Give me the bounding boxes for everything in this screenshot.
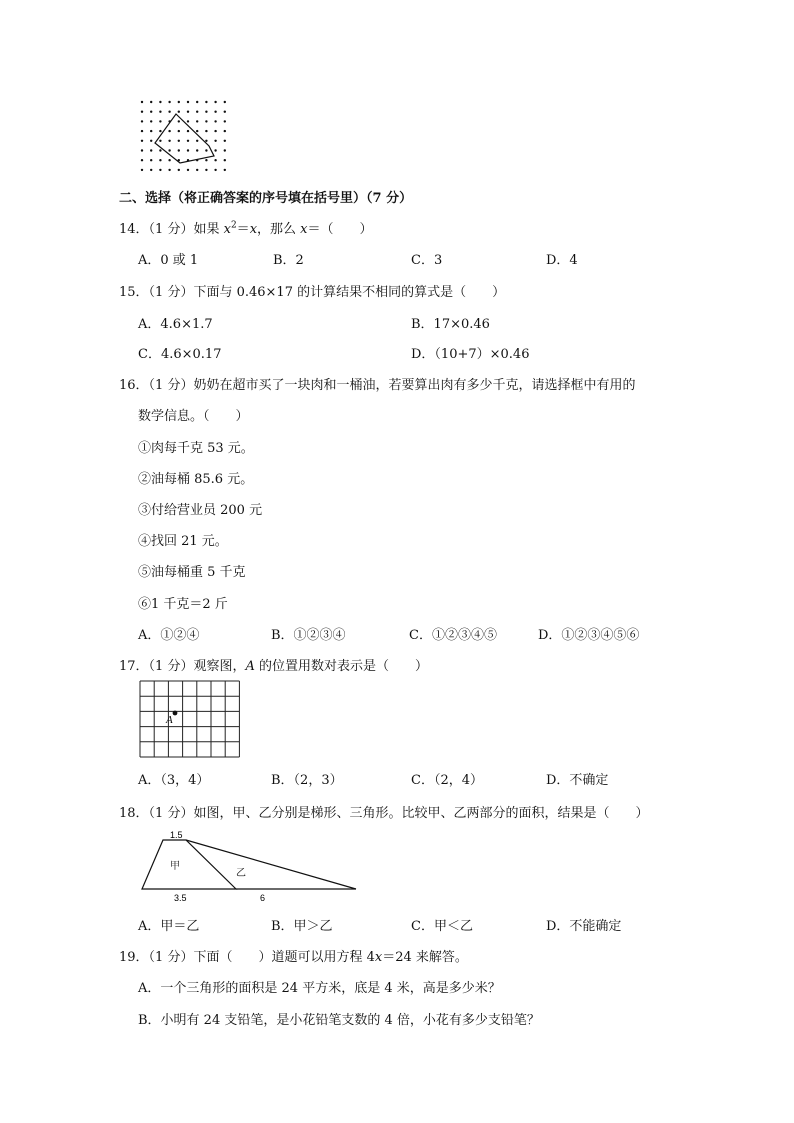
question-14: 14．（1 分）如果 $x^2=x$，那么 x＝（ ） [119, 220, 373, 237]
grid-dot [141, 169, 143, 171]
grid-dot [168, 111, 170, 113]
question-19: 19．（1 分）下面（ ）道题可以用方程 4x＝24 来解答。 [119, 950, 468, 965]
grid-dot [150, 140, 152, 142]
option-c: C．甲＜乙 [411, 919, 473, 934]
grid-dot [224, 111, 226, 113]
grid-dot [168, 130, 170, 132]
point-a-label: A [166, 714, 173, 726]
grid-dot [187, 169, 189, 171]
grid-dot [187, 111, 189, 113]
question-number: 17． [119, 659, 149, 674]
grid-dot [159, 149, 161, 151]
grid-dot [168, 101, 170, 103]
grid-dot [196, 140, 198, 142]
option-c: C．4.6×0.17 [138, 347, 222, 362]
option-d: D．①②③④⑤⑥ [538, 628, 640, 643]
grid-dot [159, 101, 161, 103]
grid-dot [224, 120, 226, 122]
grid-dot [141, 120, 143, 122]
option-c: C．①②③④⑤ [409, 628, 497, 643]
grid-dot [214, 120, 216, 122]
grid-dot [178, 130, 180, 132]
fact-item: ①肉每千克 53 元。 [138, 441, 254, 456]
grid-dot [141, 101, 143, 103]
grid-dot [178, 149, 180, 151]
question-15: 15．（1 分）下面与 0.46×17 的计算结果不相同的算式是（ ） [119, 285, 506, 300]
grid-dot [205, 149, 207, 151]
question-points: （1 分） [148, 806, 194, 821]
question-points: （1 分） [148, 950, 194, 965]
grid-dot [224, 101, 226, 103]
grid-dot [214, 169, 216, 171]
option-c: C．（2，4） [411, 773, 483, 788]
question-number: 18． [119, 806, 149, 821]
question-17: 17．（1 分）观察图，A 的位置用数对表示是（ ） [119, 659, 428, 674]
grid-dot [187, 140, 189, 142]
grid-dot [214, 159, 216, 161]
grid-dot [205, 120, 207, 122]
option-b: B．小明有 24 支铅笔，是小花铅笔支数的 4 倍，小花有多少支铅笔？ [138, 1013, 540, 1028]
question-points: （1 分） [148, 285, 194, 300]
grid-dots [141, 101, 226, 171]
grid-dot [214, 140, 216, 142]
fact-item: ⑥1 千克＝2 斤 [138, 597, 228, 612]
option-d: D．不能确定 [546, 919, 622, 934]
grid-dot [141, 159, 143, 161]
question-16: 16．（1 分）奶奶在超市买了一块肉和一桶油，若要算出肉有多少千克，请选择框中有用的 [119, 378, 636, 393]
grid-dot [224, 149, 226, 151]
grid-dot [224, 130, 226, 132]
option-a: A．一个三角形的面积是 24 平方米，底是 4 米，高是多少米？ [138, 981, 501, 996]
option-d: D．（10+7）×0.46 [411, 347, 530, 362]
option-d: D．不确定 [546, 773, 609, 788]
grid-dot [159, 120, 161, 122]
question-18: 18．（1 分）如图，甲、乙分别是梯形、三角形。比较甲、乙两部分的面积，结果是（ ） [119, 806, 649, 821]
grid-dot [168, 140, 170, 142]
grid-dot [214, 101, 216, 103]
fact-item: ④找回 21 元。 [138, 534, 228, 549]
option-b: B．2 [273, 253, 304, 268]
grid-dot [196, 120, 198, 122]
option-a: A．（3，4） [138, 773, 210, 788]
point-a-marker [173, 711, 178, 716]
option-c: C．3 [411, 253, 443, 268]
section-title: 二、选择（将正确答案的序号填在括号里）（7 分） [119, 191, 413, 206]
fact-item: ⑤油每桶重 5 千克 [138, 565, 246, 580]
grid-dot [224, 169, 226, 171]
question-points: （1 分） [148, 659, 194, 674]
grid-dot [196, 130, 198, 132]
grid-dot [178, 169, 180, 171]
grid-dot [205, 159, 207, 161]
option-b: B．17×0.46 [411, 317, 490, 332]
label-yi: 乙 [236, 868, 246, 879]
grid-dot [168, 149, 170, 151]
grid-dot [168, 169, 170, 171]
grid-dot [141, 149, 143, 151]
grid-dot [141, 130, 143, 132]
option-a: A．甲＝乙 [138, 919, 200, 934]
grid-dot [214, 111, 216, 113]
grid-dot [205, 140, 207, 142]
fact-item: ③付给营业员 200 元 [138, 503, 263, 518]
grid-dot [159, 111, 161, 113]
grid-dot [159, 159, 161, 161]
grid-dot [141, 111, 143, 113]
option-b: B．甲＞乙 [271, 919, 333, 934]
dot-grid-figure [138, 99, 228, 174]
grid-dot [214, 130, 216, 132]
grid-dot [150, 120, 152, 122]
grid-dot [187, 120, 189, 122]
grid-dot [196, 111, 198, 113]
question-points: （1 分） [148, 378, 194, 393]
grid-dot [178, 120, 180, 122]
label-jia: 甲 [170, 861, 180, 872]
grid-dot [150, 149, 152, 151]
label-bottom-left-length: 3.5 [174, 893, 187, 903]
grid-dot [150, 159, 152, 161]
pentagon-shape [155, 114, 214, 163]
option-a: A．①②④ [138, 628, 200, 643]
question-points: （1 分） [148, 222, 194, 237]
grid-dot [224, 140, 226, 142]
grid-dot [150, 101, 152, 103]
option-b: B．①②③④ [271, 628, 346, 643]
label-bottom-right-length: 6 [260, 893, 266, 903]
grid-dot [214, 149, 216, 151]
option-d: D．4 [546, 253, 578, 268]
grid-dot [224, 159, 226, 161]
grid-dot [187, 130, 189, 132]
grid-dot [187, 101, 189, 103]
grid-dot [178, 111, 180, 113]
grid-dot [196, 149, 198, 151]
grid-dot [159, 169, 161, 171]
trapezoid-jia [142, 840, 236, 889]
grid-dot [141, 140, 143, 142]
question-16-continuation: 数学信息。（ ） [138, 409, 249, 424]
grid-dot [205, 101, 207, 103]
fact-item: ②油每桶 85.6 元。 [138, 472, 254, 487]
grid-dot [196, 169, 198, 171]
grid-dot [205, 130, 207, 132]
question-number: 14． [119, 222, 149, 237]
grid-dot [196, 101, 198, 103]
option-b: B．（2，3） [271, 773, 343, 788]
grid-dot [150, 130, 152, 132]
question-number: 16． [119, 378, 149, 393]
grid-dot [205, 111, 207, 113]
option-a: A．4.6×1.7 [138, 317, 213, 332]
grid-lines [140, 681, 239, 757]
grid-dot [159, 140, 161, 142]
coordinate-grid-figure [139, 680, 243, 760]
trapezoid-triangle-figure [138, 829, 360, 903]
grid-dot [150, 169, 152, 171]
grid-dot [168, 159, 170, 161]
grid-dot [205, 169, 207, 171]
grid-dot [178, 140, 180, 142]
grid-dot [159, 130, 161, 132]
grid-dot [187, 149, 189, 151]
grid-dot [150, 111, 152, 113]
option-a: A．0 或 1 [138, 253, 199, 268]
question-number: 15． [119, 285, 149, 300]
label-top-length: 1.5 [170, 830, 183, 840]
question-number: 19． [119, 950, 149, 965]
grid-dot [178, 101, 180, 103]
